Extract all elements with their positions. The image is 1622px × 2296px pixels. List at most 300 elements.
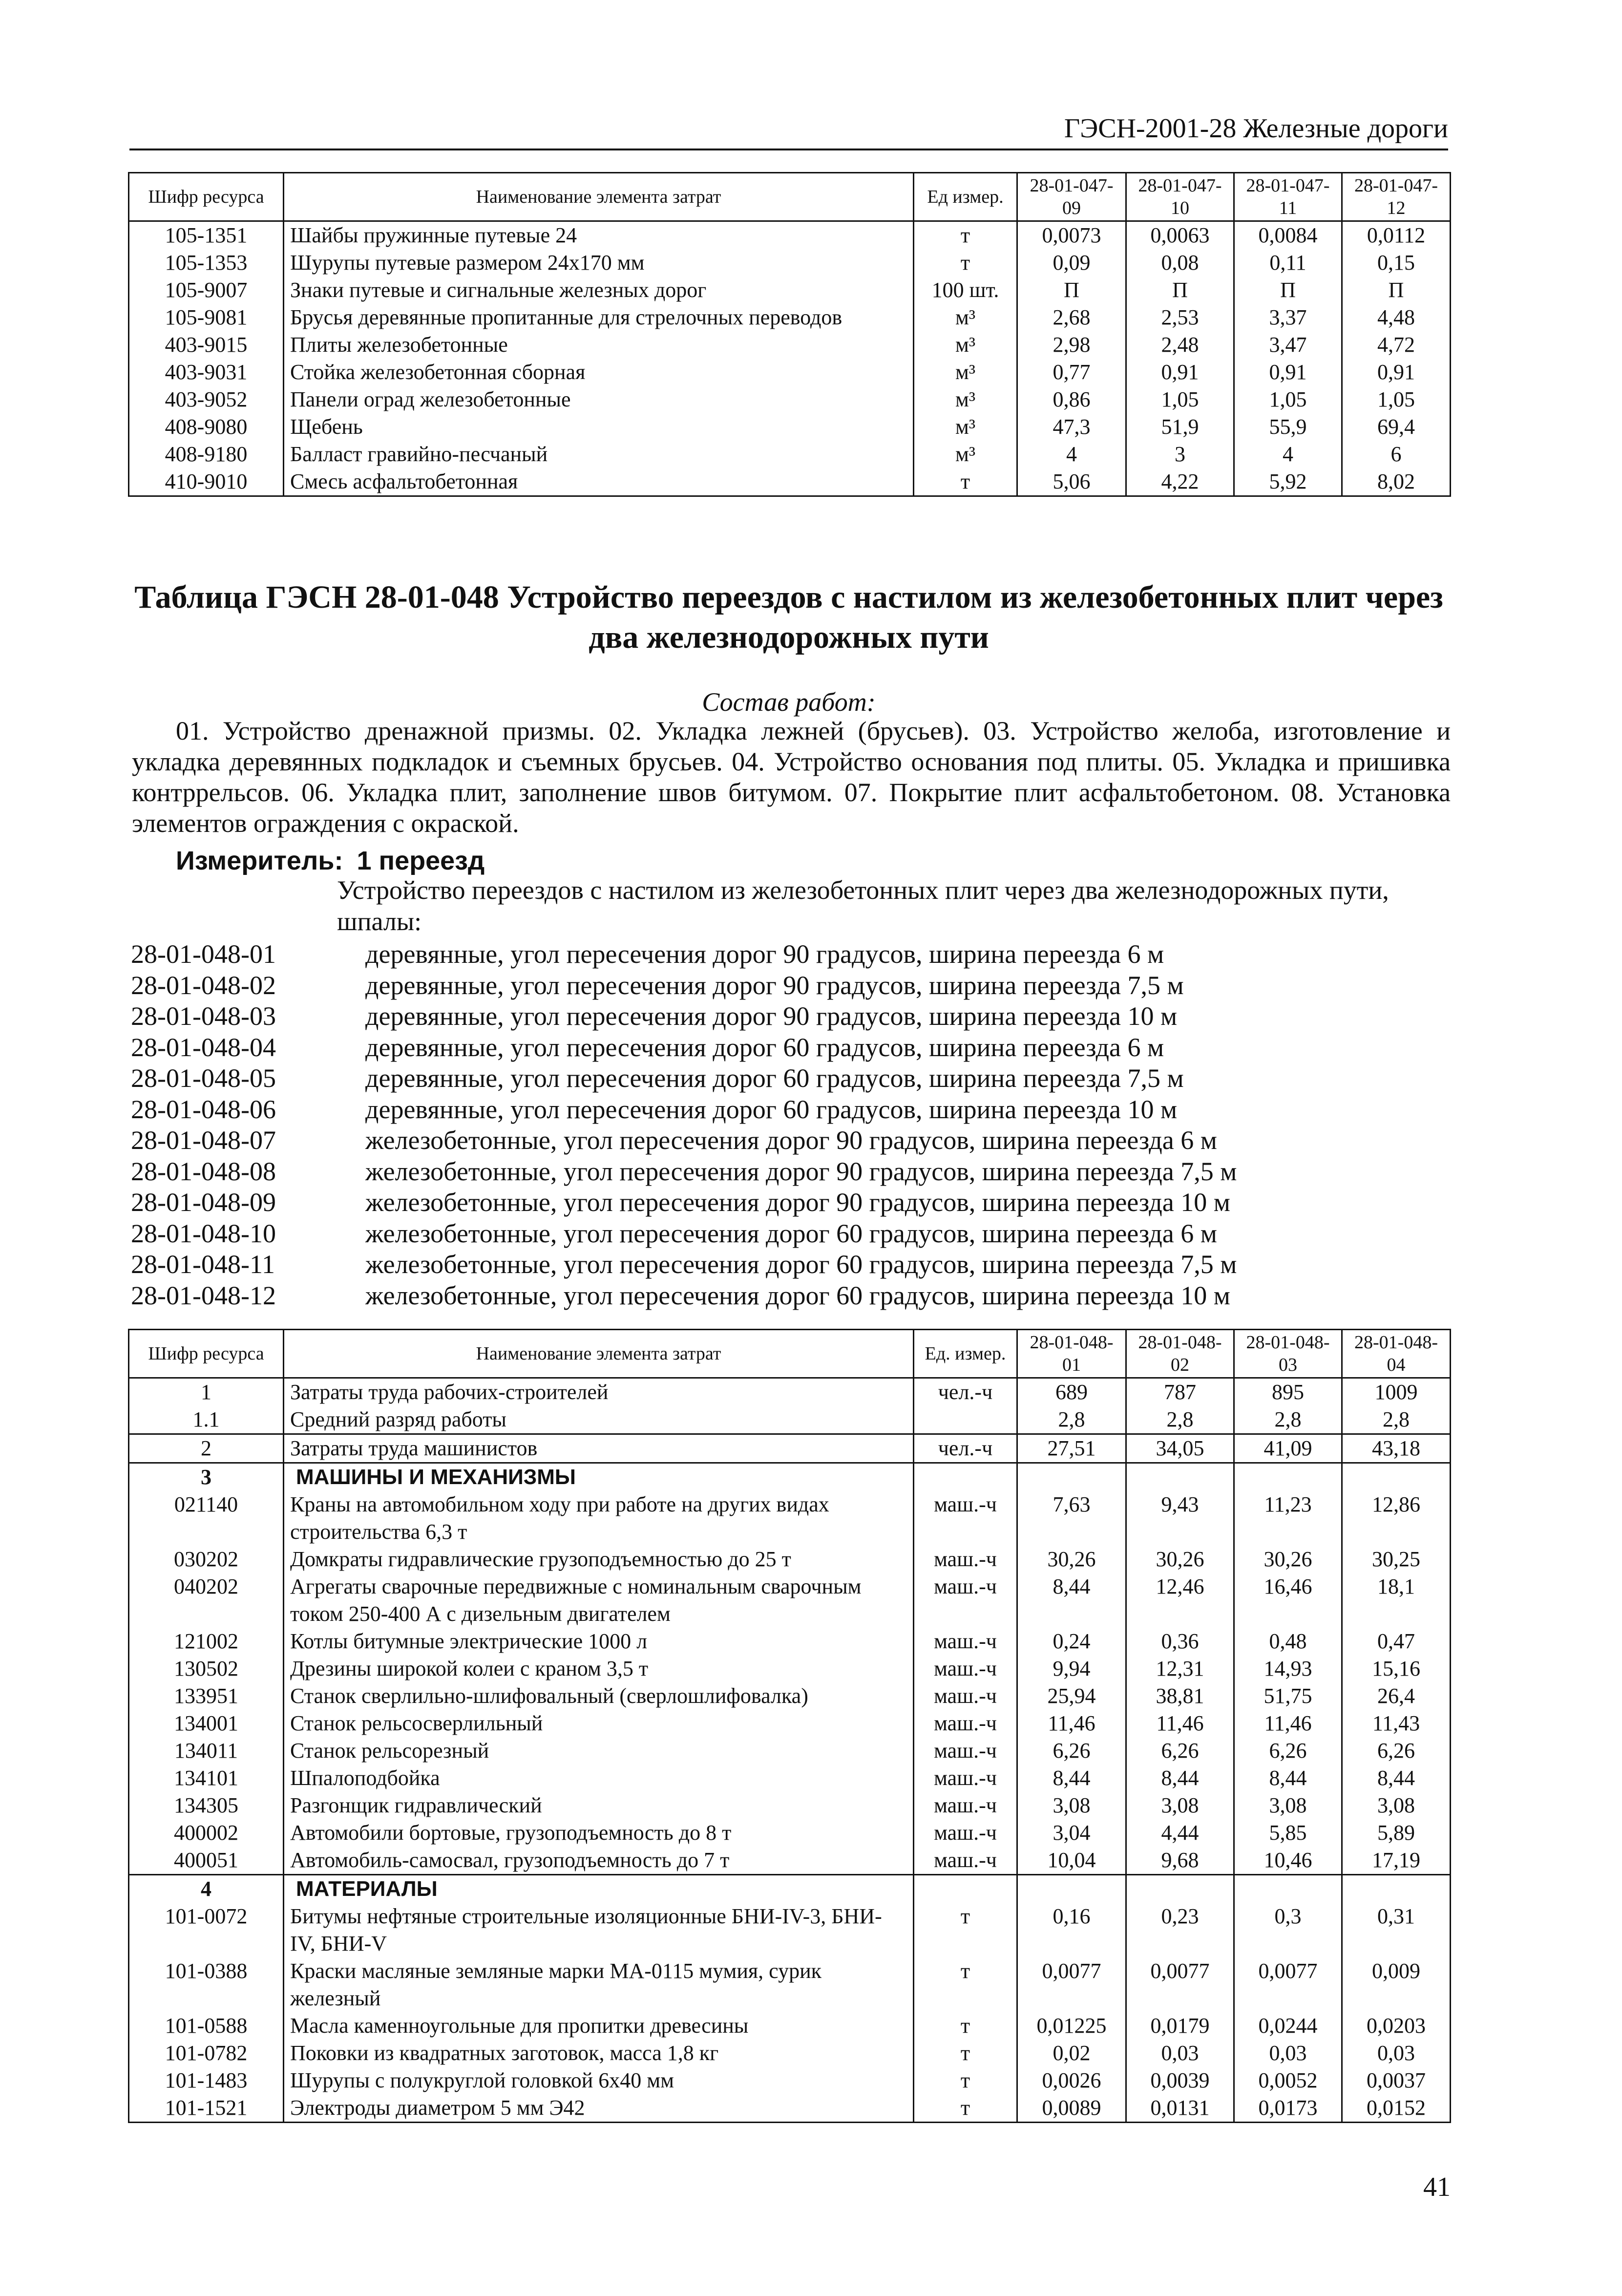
resource-value: 11,43 [1342,1710,1451,1737]
table-row [129,2094,1451,2123]
resource-value: 25,94 [1017,1682,1126,1710]
resource-value: 0,01225 [1017,2012,1126,2040]
resource-value: 0,0039 [1126,2067,1234,2094]
resource-value: 3,08 [1342,1792,1451,1819]
resource-value: 12,31 [1126,1655,1234,1682]
resource-code: 400002 [129,1819,284,1847]
variant-item [131,939,1237,970]
table-row [129,1378,1451,1406]
column-header: Наименование элемента затрат [284,173,914,221]
page-number: 41 [1423,2172,1451,2202]
resource-code: 408-9180 [129,441,284,468]
work-composition-heading: Состав работ: [702,687,876,717]
resource-value: 0,09 [1017,249,1126,276]
resource-code: 105-9007 [129,276,284,304]
resource-value: 47,3 [1017,413,1126,441]
resource-value: 30,26 [1234,1546,1342,1573]
variant-item [131,1063,1237,1094]
resource-value: 0,31 [1342,1903,1451,1957]
resource-code: 1 [129,1378,284,1406]
resource-table-047 [128,172,1451,497]
resource-value: 2,8 [1017,1406,1126,1434]
resource-unit: маш.-ч [914,1628,1017,1655]
variant-description: деревянные, угол пересечения дорог 90 градусов, ширина переезда 7,5 м [365,970,1184,1000]
resource-value: 0,0077 [1234,1957,1342,2012]
resource-code: 403-9031 [129,359,284,386]
column-header: Наименование элемента затрат [284,1330,914,1378]
resource-unit: м³ [914,304,1017,331]
table-row [129,441,1451,468]
resource-value: 2,98 [1017,331,1126,359]
resource-value: 2,8 [1234,1406,1342,1434]
resource-name: Щебень [284,413,914,441]
resource-value: 30,26 [1126,1546,1234,1573]
resource-value: 0,0089 [1017,2094,1126,2123]
table-row [129,1655,1451,1682]
resource-name: Станок рельсорезный [284,1737,914,1765]
resource-value: 2,53 [1126,304,1234,331]
resource-code: 403-9052 [129,386,284,413]
column-header: Ед. измер. [914,1330,1017,1378]
resource-name: Дрезины широкой колеи с краном 3,5 т [284,1655,914,1682]
resource-unit: т [914,2094,1017,2123]
variant-code: 28-01-048-10 [131,1218,276,1248]
table-row [129,2012,1451,2040]
resource-value: 43,18 [1342,1434,1451,1463]
resource-value: 6,26 [1234,1737,1342,1765]
running-header [129,111,1448,150]
resource-unit: м³ [914,359,1017,386]
resource-value: 55,9 [1234,413,1342,441]
resource-value: 0,91 [1234,359,1342,386]
resource-value: 0,03 [1234,2040,1342,2067]
resource-name: Балласт гравийно-песчаный [284,441,914,468]
table-row [129,1573,1451,1628]
resource-value: 10,04 [1017,1847,1126,1875]
resource-code: 3 [129,1463,284,1491]
resource-value: 9,43 [1126,1491,1234,1546]
resource-value [1017,1463,1126,1491]
resource-value: 8,44 [1017,1765,1126,1792]
variant-code: 28-01-048-06 [131,1094,276,1124]
table-row [129,1710,1451,1737]
resource-value [1126,1463,1234,1491]
column-header: 28-01-048-03 [1234,1330,1342,1378]
resource-unit: маш.-ч [914,1573,1017,1628]
resource-name: Плиты железобетонные [284,331,914,359]
table-row [129,2040,1451,2067]
resource-value: 41,09 [1234,1434,1342,1463]
resource-value: 0,48 [1234,1628,1342,1655]
resource-name: Разгонщик гидравлический [284,1792,914,1819]
resource-value: 0,0052 [1234,2067,1342,2094]
variant-item [131,1249,1237,1280]
table-row [129,1792,1451,1819]
resource-value: 0,91 [1126,359,1234,386]
resource-value: П [1234,276,1342,304]
table-row [129,331,1451,359]
resource-unit: т [914,2040,1017,2067]
resource-code: 121002 [129,1628,284,1655]
resource-unit: 100 шт. [914,276,1017,304]
resource-value: 7,63 [1017,1491,1126,1546]
resource-value: 787 [1126,1378,1234,1406]
resource-value: 0,0152 [1342,2094,1451,2123]
resource-value: 0,0037 [1342,2067,1451,2094]
resource-value: 0,0063 [1126,221,1234,250]
resource-value: 0,24 [1017,1628,1126,1655]
column-header: 28-01-047-10 [1126,173,1234,221]
resource-value: 51,75 [1234,1682,1342,1710]
resource-code: 134011 [129,1737,284,1765]
variant-code: 28-01-048-02 [131,970,276,1000]
resource-value: 4,22 [1126,468,1234,496]
variant-code: 28-01-048-01 [131,939,276,969]
resource-code: 130502 [129,1655,284,1682]
resource-value: 6,26 [1342,1737,1451,1765]
resource-value: 5,92 [1234,468,1342,496]
resource-unit: маш.-ч [914,1491,1017,1546]
resource-unit: маш.-ч [914,1655,1017,1682]
resource-value: 0,23 [1126,1903,1234,1957]
resource-name: Агрегаты сварочные передвижные с номинальным сварочным током 250-400 А с дизельным двигателем [284,1573,914,1628]
table-row [129,1847,1451,1875]
variant-code: 28-01-048-07 [131,1126,276,1155]
resource-value: 1,05 [1342,386,1451,413]
resource-value: 3,08 [1126,1792,1234,1819]
resource-value: 0,36 [1126,1628,1234,1655]
resource-value [1017,1875,1126,1903]
resource-code: 101-0782 [129,2040,284,2067]
variant-description: деревянные, угол пересечения дорог 60 градусов, ширина переезда 6 м [365,1032,1164,1062]
resource-unit: чел.-ч [914,1434,1017,1463]
resource-code: 101-0388 [129,1957,284,2012]
resource-value: П [1126,276,1234,304]
resource-unit: т [914,2012,1017,2040]
resource-value: 0,0244 [1234,2012,1342,2040]
resource-value: 0,77 [1017,359,1126,386]
resource-name: Домкраты гидравлические грузоподъемностью до 25 т [284,1546,914,1573]
resource-value: 4,44 [1126,1819,1234,1847]
resource-code: 105-1351 [129,221,284,250]
resource-value: 11,46 [1126,1710,1234,1737]
resource-value [1342,1875,1451,1903]
table-row [129,1546,1451,1573]
resource-unit: т [914,468,1017,496]
resource-value: 0,91 [1342,359,1451,386]
resource-value: 69,4 [1342,413,1451,441]
table-row [129,1957,1451,2012]
variant-code: 28-01-048-04 [131,1032,276,1062]
table-row [129,1628,1451,1655]
table-row [129,1737,1451,1765]
resource-code: 101-1521 [129,2094,284,2123]
resource-value: 2,48 [1126,331,1234,359]
resource-value: 11,23 [1234,1491,1342,1546]
resource-code: 134001 [129,1710,284,1737]
resource-value: 3,47 [1234,331,1342,359]
resource-name: Шурупы путевые размером 24х170 мм [284,249,914,276]
resource-value: 17,19 [1342,1847,1451,1875]
resource-value: 9,68 [1126,1847,1234,1875]
resource-name: Затраты труда машинистов [284,1434,914,1463]
variant-code: 28-01-048-08 [131,1156,276,1186]
resource-value [1126,1875,1234,1903]
resource-value: 8,44 [1342,1765,1451,1792]
resource-name: Брусья деревянные пропитанные для стрелочных переводов [284,304,914,331]
table-row [129,276,1451,304]
variant-item [131,1156,1237,1188]
variant-code: 28-01-048-05 [131,1063,276,1093]
resource-value: 11,46 [1017,1710,1126,1737]
variant-description: железобетонные, угол пересечения дорог 90 градусов, ширина переезда 10 м [365,1188,1230,1217]
variant-code: 28-01-048-11 [131,1250,275,1279]
resource-unit: т [914,1903,1017,1957]
measure-value: 1 переезд [357,846,485,875]
resource-value: 0,0173 [1234,2094,1342,2123]
resource-value: 11,46 [1234,1710,1342,1737]
resource-value: 0,15 [1342,249,1451,276]
resource-value: 9,94 [1017,1655,1126,1682]
resource-value [1234,1463,1342,1491]
table-row [129,1903,1451,1957]
resource-name: Шурупы с полукруглой головкой 6х40 мм [284,2067,914,2094]
column-header: Шифр ресурса [129,173,284,221]
variant-description: деревянные, угол пересечения дорог 90 градусов, ширина переезда 10 м [365,1001,1178,1031]
resource-value: 16,46 [1234,1573,1342,1628]
resource-name: Панели оград железобетонные [284,386,914,413]
resource-value: 0,0112 [1342,221,1451,250]
table-row [129,386,1451,413]
resource-name: Поковки из квадратных заготовок, масса 1,8 кг [284,2040,914,2067]
resource-code: 030202 [129,1546,284,1573]
resource-code: 101-0588 [129,2012,284,2040]
resource-unit: т [914,2067,1017,2094]
variant-item [131,1001,1237,1032]
resource-code: 105-9081 [129,304,284,331]
resource-value: 2,8 [1126,1406,1234,1434]
variant-description: железобетонные, угол пересечения дорог 60 градусов, ширина переезда 10 м [365,1280,1230,1310]
resource-unit: м³ [914,386,1017,413]
resource-value: 0,0131 [1126,2094,1234,2123]
resource-code: 105-1353 [129,249,284,276]
resource-value: 3,37 [1234,304,1342,331]
resource-value: 0,86 [1017,386,1126,413]
table-row [129,1491,1451,1546]
resource-name: Масла каменноугольные для пропитки древесины [284,2012,914,2040]
resource-value: 8,44 [1017,1573,1126,1628]
resource-unit: м³ [914,413,1017,441]
resource-unit: маш.-ч [914,1792,1017,1819]
resource-value: 6,26 [1126,1737,1234,1765]
resource-name: Краны на автомобильном ходу при работе на других видах строительства 6,3 т [284,1491,914,1546]
table-row [129,1765,1451,1792]
resource-value: 26,4 [1342,1682,1451,1710]
resource-value: 15,16 [1342,1655,1451,1682]
resource-value: 8,44 [1126,1765,1234,1792]
resource-value: 4,48 [1342,304,1451,331]
resource-value: 0,0084 [1234,221,1342,250]
resource-unit: маш.-ч [914,1737,1017,1765]
resource-value: 0,0077 [1017,1957,1126,2012]
resource-name: Затраты труда рабочих-строителей [284,1378,914,1406]
variant-item [131,1094,1237,1126]
resource-value: 51,9 [1126,413,1234,441]
resource-value: 5,06 [1017,468,1126,496]
resource-value: 10,46 [1234,1847,1342,1875]
resource-value: 0,11 [1234,249,1342,276]
variant-list [131,939,1237,1311]
table-row [129,304,1451,331]
variant-item [131,1125,1237,1156]
resource-unit [914,1875,1017,1903]
table-header-row [129,1330,1451,1378]
resource-name: Шайбы пружинные путевые 24 [284,221,914,250]
resource-value: 0,47 [1342,1628,1451,1655]
table-row [129,2067,1451,2094]
resource-value: 0,03 [1126,2040,1234,2067]
resource-value: 1,05 [1234,386,1342,413]
resource-value: 0,0203 [1342,2012,1451,2040]
resource-value: 6,26 [1017,1737,1126,1765]
resource-code: 4 [129,1875,284,1903]
resource-value: 0,03 [1342,2040,1451,2067]
resource-code: 133951 [129,1682,284,1710]
variant-description: деревянные, угол пересечения дорог 60 градусов, ширина переезда 10 м [365,1094,1178,1124]
resource-value: 0,0077 [1126,1957,1234,2012]
resource-name: Котлы битумные электрические 1000 л [284,1628,914,1655]
resource-code: 134305 [129,1792,284,1819]
resource-value: 8,02 [1342,468,1451,496]
resource-value: 5,85 [1234,1819,1342,1847]
resource-unit: т [914,221,1017,250]
variant-intro: Устройство переездов с настилом из железобетонных плит через два железнодорожных пути, шпалы: [337,875,1389,936]
resource-value: 3,08 [1234,1792,1342,1819]
column-header: 28-01-047-11 [1234,173,1342,221]
resource-name: Станок рельсосверлильный [284,1710,914,1737]
column-header: 28-01-048-04 [1342,1330,1451,1378]
resource-value: 1009 [1342,1378,1451,1406]
resource-unit: м³ [914,331,1017,359]
table-row [129,221,1451,250]
variant-item [131,970,1237,1001]
resource-code: 101-0072 [129,1903,284,1957]
variant-description: железобетонные, угол пересечения дорог 60 градусов, ширина переезда 7,5 м [365,1250,1237,1279]
variant-code: 28-01-048-09 [131,1188,276,1217]
resource-unit: т [914,1957,1017,2012]
column-header: 28-01-048-02 [1126,1330,1234,1378]
resource-code: 040202 [129,1573,284,1628]
resource-code: 403-9015 [129,331,284,359]
table-row [129,468,1451,496]
table-row [129,1875,1451,1903]
variant-description: железобетонные, угол пересечения дорог 60 градусов, ширина переезда 6 м [365,1218,1217,1248]
resource-unit: чел.-ч [914,1378,1017,1406]
resource-unit: маш.-ч [914,1765,1017,1792]
table-row [129,1819,1451,1847]
resource-code: 400051 [129,1847,284,1875]
resource-name: МАТЕРИАЛЫ [284,1875,914,1903]
resource-value: 3,04 [1017,1819,1126,1847]
resource-name: Автомобили бортовые, грузоподъемность до 8 т [284,1819,914,1847]
measure-label: Измеритель: [176,846,343,875]
resource-value: 38,81 [1126,1682,1234,1710]
resource-value: 0,3 [1234,1903,1342,1957]
resource-name: Смесь асфальтобетонная [284,468,914,496]
variant-description: деревянные, угол пересечения дорог 60 градусов, ширина переезда 7,5 м [365,1063,1184,1093]
resource-unit [914,1463,1017,1491]
resource-value: 4,72 [1342,331,1451,359]
variant-item [131,1280,1237,1312]
resource-name: Краски масляные земляные марки МА-0115 мумия, сурик железный [284,1957,914,2012]
resource-value: 8,44 [1234,1765,1342,1792]
running-header-title: ГЭСН-2001-28 Железные дороги [1064,113,1448,144]
variant-item [131,1187,1237,1218]
table-row [129,1463,1451,1491]
resource-code: 410-9010 [129,468,284,496]
resource-value: 1,05 [1126,386,1234,413]
resource-value: 2,8 [1342,1406,1451,1434]
resource-value: 0,0026 [1017,2067,1126,2094]
table-row [129,359,1451,386]
table-row [129,413,1451,441]
resource-value: 689 [1017,1378,1126,1406]
variant-item [131,1218,1237,1250]
variant-description: железобетонные, угол пересечения дорог 90 градусов, ширина переезда 7,5 м [365,1156,1237,1186]
variant-item [131,1032,1237,1063]
resource-name: Средний разряд работы [284,1406,914,1434]
resource-value: 18,1 [1342,1573,1451,1628]
table-row [129,1434,1451,1463]
column-header: 28-01-048-01 [1017,1330,1126,1378]
resource-value: 3,08 [1017,1792,1126,1819]
resource-unit: маш.-ч [914,1546,1017,1573]
resource-value: 0,02 [1017,2040,1126,2067]
resource-value: 5,89 [1342,1819,1451,1847]
resource-value: 2,68 [1017,304,1126,331]
variant-description: деревянные, угол пересечения дорог 90 градусов, ширина переезда 6 м [365,939,1164,969]
resource-value: 0,08 [1126,249,1234,276]
resource-value [1234,1875,1342,1903]
resource-value: 30,25 [1342,1546,1451,1573]
resource-unit: т [914,249,1017,276]
measure-line [176,845,484,876]
resource-name: Битумы нефтяные строительные изоляционные БНИ-IV-3, БНИ-IV, БНИ-V [284,1903,914,1957]
resource-code: 134101 [129,1765,284,1792]
resource-code: 1.1 [129,1406,284,1434]
resource-value: 27,51 [1017,1434,1126,1463]
resource-value: 0,009 [1342,1957,1451,2012]
resource-value: 895 [1234,1378,1342,1406]
resource-code: 021140 [129,1491,284,1546]
table-header-row [129,173,1451,221]
resource-name: Станок сверлильно-шлифовальный (сверлошлифовалка) [284,1682,914,1710]
table-row [129,1406,1451,1434]
resource-value: 4 [1234,441,1342,468]
column-header: Шифр ресурса [129,1330,284,1378]
variant-code: 28-01-048-03 [131,1001,276,1031]
table-title: Таблица ГЭСН 28-01-048 Устройство переездов с настилом из железобетонных плит через два железнодорожных пути [134,579,1443,655]
resource-value: 12,46 [1126,1573,1234,1628]
variant-code: 28-01-048-12 [131,1280,276,1310]
resource-table-048 [128,1329,1451,2123]
resource-code: 408-9080 [129,413,284,441]
resource-unit: маш.-ч [914,1682,1017,1710]
resource-value: 12,86 [1342,1491,1451,1546]
resource-value: 0,16 [1017,1903,1126,1957]
resource-unit: маш.-ч [914,1819,1017,1847]
column-header: Ед измер. [914,173,1017,221]
